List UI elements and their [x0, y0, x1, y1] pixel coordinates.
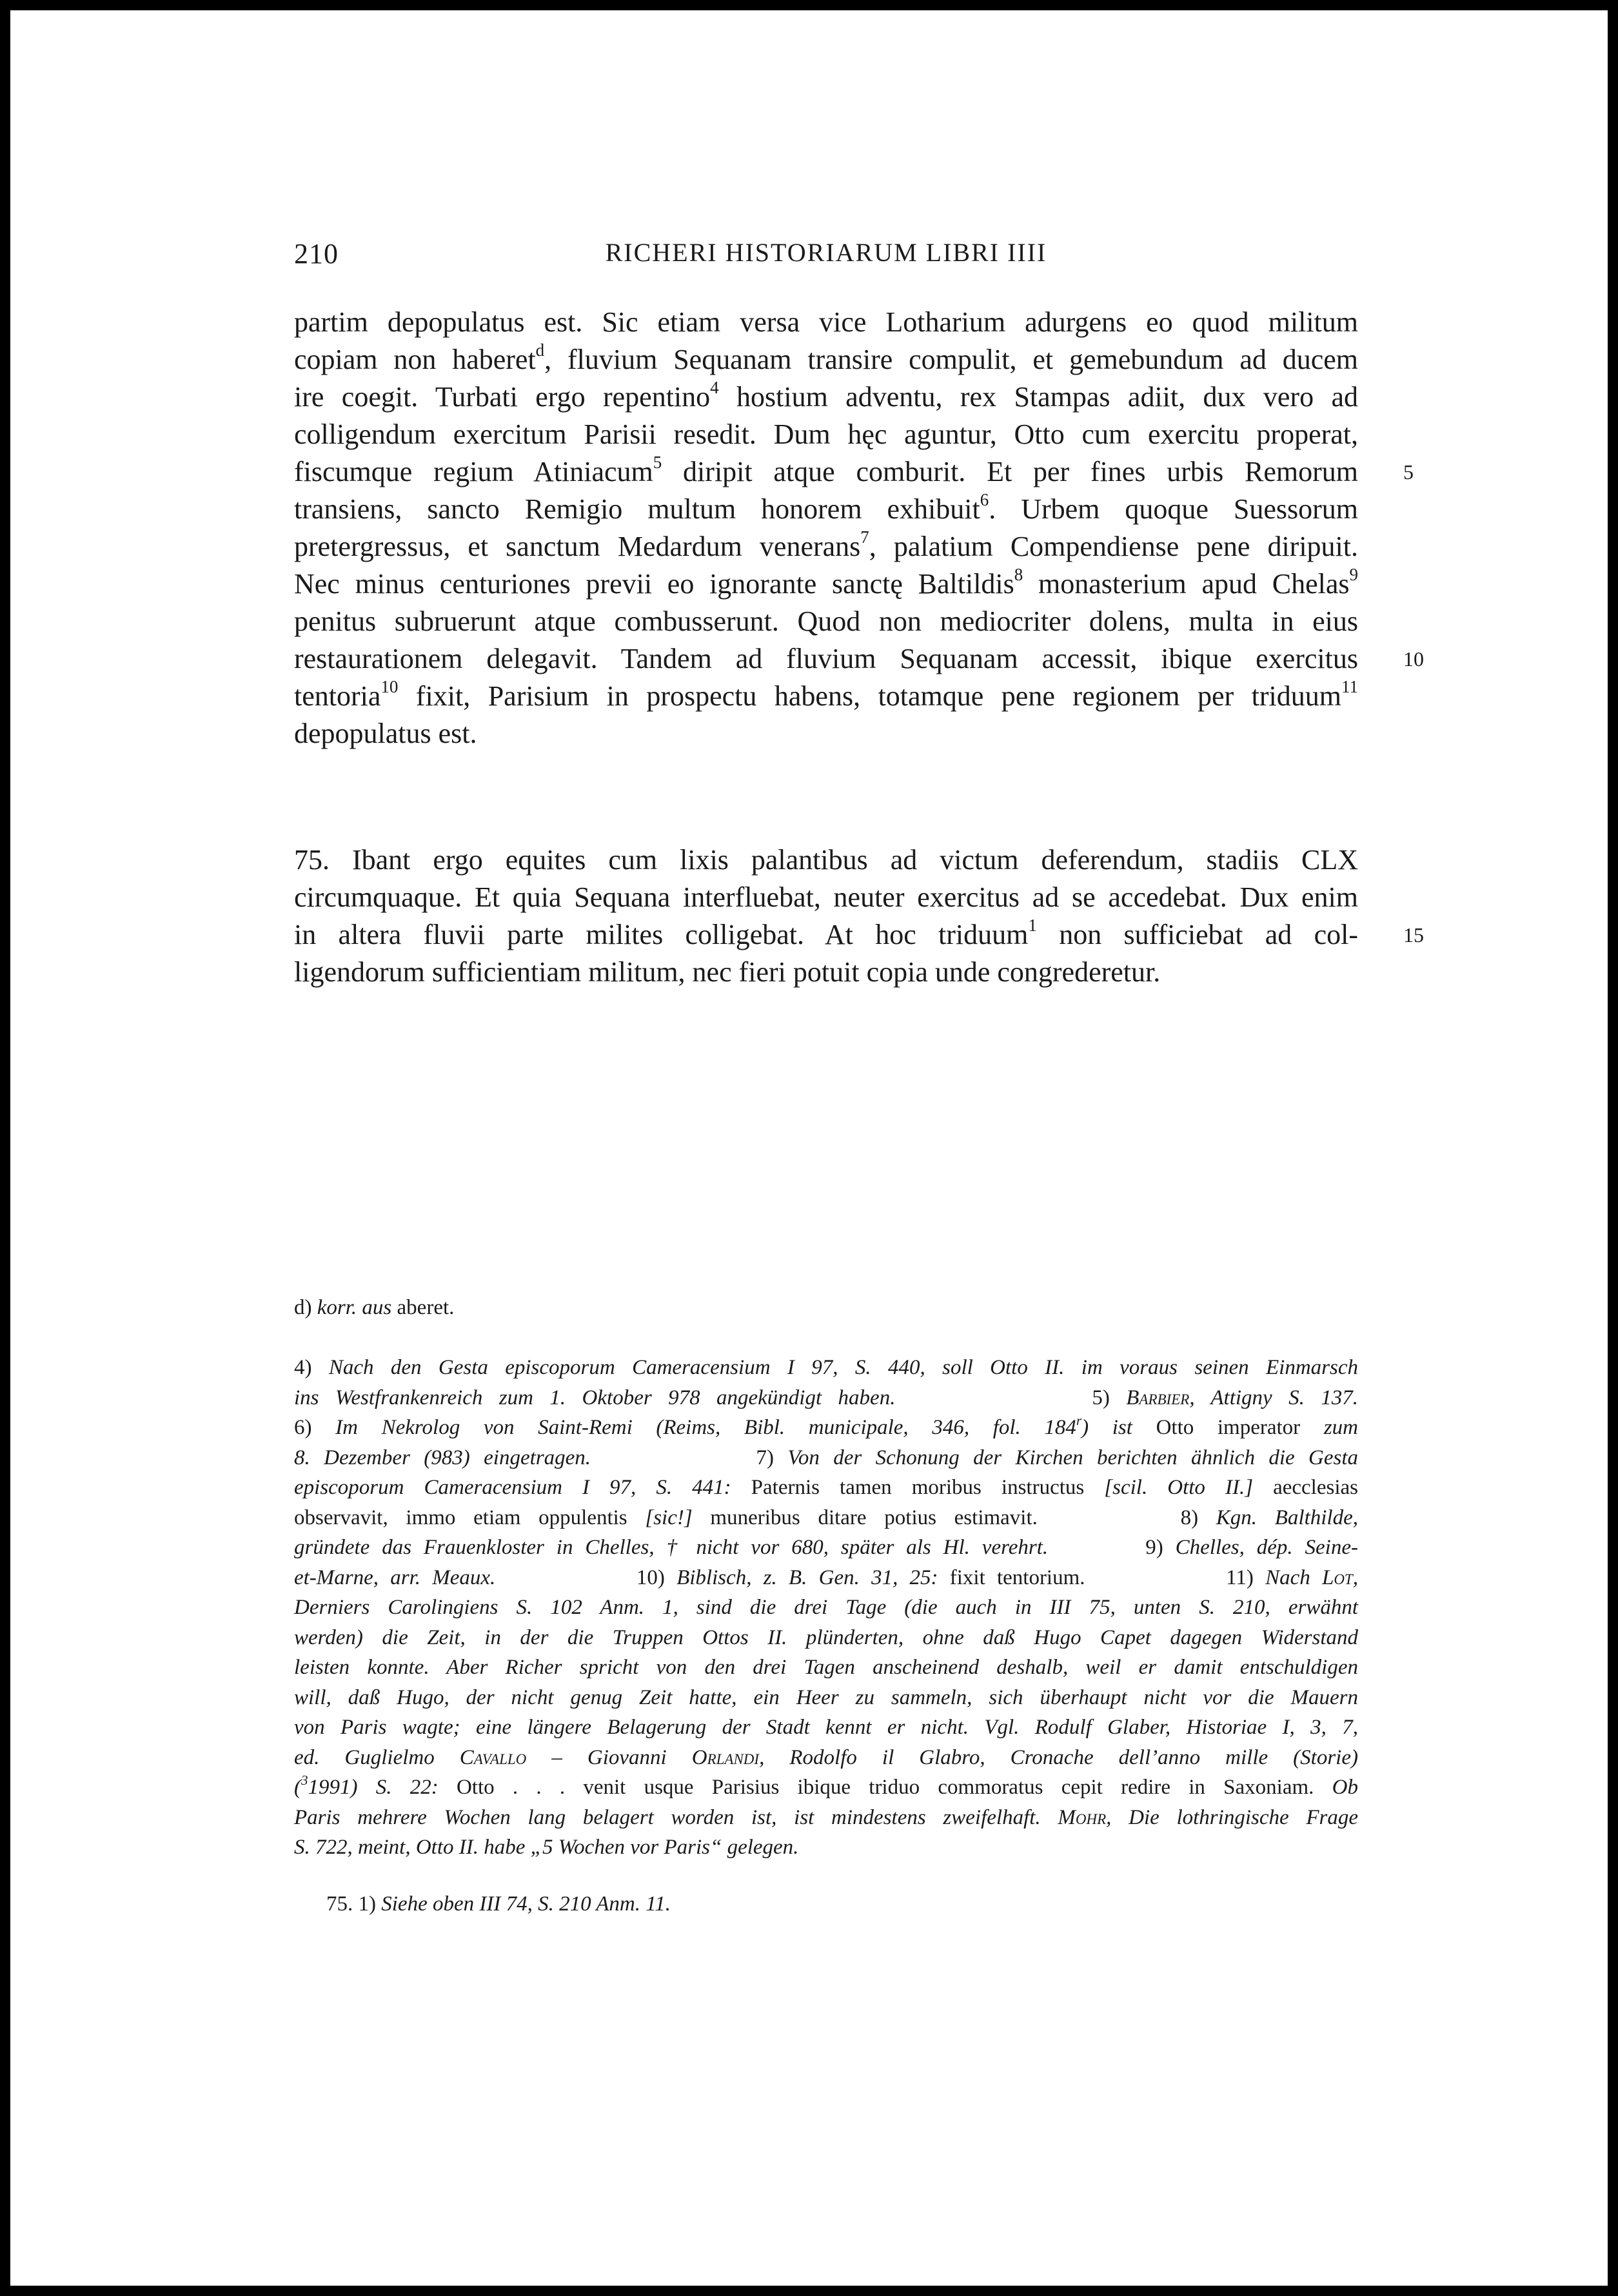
footnote-line: et-Marne, arr. Meaux. 10) Biblisch, z. B. Gen. 31, 25: fixit tentorium. 11) Nach Lot,: [294, 1565, 1358, 1589]
line-number-15: 15: [1403, 923, 1424, 947]
body-line: ire coegit. Turbati ergo repentino$^4$ hostium adventu, rex Stampas adiit, dux vero ad: [294, 378, 1358, 413]
body-line: ligendorum sufficientiam militum, nec fieri potuit copia unde congrederetur.: [294, 956, 1161, 988]
footnotes: [294, 1353, 1358, 1863]
body-line: penitus subruerunt atque combusserunt. Quod non mediocriter dolens, multa in eius: [294, 605, 1358, 637]
body-line: Nec minus centuriones previi eo ignorante sanctę Baltildis$^8$ monasterium apud Chelas$^9$: [294, 565, 1358, 600]
body-line: 75. Ibant ergo equites cum lixis palantibus ad victum deferendum, stadiis CLX: [294, 844, 1358, 876]
line-number-5: 5: [1403, 460, 1414, 484]
footnote-line: S. 722, meint, Otto II. habe „5 Wochen vor Paris“ gelegen.: [294, 1836, 799, 1859]
footnote-line: ($^3$1991) S. 22: Otto . . . venit usque Parisius ibique triduo commoratus cepit redire in Saxoniam. Ob: [294, 1772, 1358, 1799]
body-line: copiam non haberet$^d$, fluvium Sequanam transire compulit, et gemebundum ad ducem: [294, 340, 1358, 375]
page-header: [294, 237, 1358, 276]
footnote-line: Derniers Carolingiens S. 102 Anm. 1, sind die drei Tage (die auch in III 75, unten S. 210, erwähnt: [294, 1596, 1358, 1619]
body-line: fiscumque regium Atiniacum$^5$ diripit atque comburit. Et per fines urbis Remorum: [294, 453, 1358, 487]
footnote-line: will, daß Hugo, der nicht genug Zeit hatte, ein Heer zu sammeln, sich überhaupt nicht vor die Mauern: [294, 1685, 1358, 1709]
footnote-line: 4) Nach den Gesta episcoporum Cameracensium I 97, S. 440, soll Otto II. im voraus seinen Einmarsch: [294, 1356, 1358, 1379]
footnote-line: episcoporum Cameracensium I 97, S. 441: Paternis tamen moribus instructus [scil. Otto II.] aecclesias: [294, 1476, 1358, 1499]
body-line: partim depopulatus est. Sic etiam versa vice Lotharium adurgens eo quod militum: [294, 306, 1358, 338]
apparatus-reading: aberet.: [397, 1296, 455, 1319]
apparatus-label: d): [294, 1296, 312, 1319]
chapter-75-text: [294, 841, 1358, 991]
body-line: transiens, sancto Remigio multum honorem exhibuit$^6$. Urbem quoque Suessorum: [294, 490, 1358, 525]
line-number-10: 10: [1403, 647, 1424, 671]
footnote-line: ed. Guglielmo Cavallo – Giovanni Orlandi, Rodolfo il Glabro, Cronache dell’anno mille (Storie): [294, 1745, 1358, 1769]
footnote-text: Siehe oben III 74, S. 210 Anm. 11.: [381, 1892, 671, 1916]
body-line: depopulatus est.: [294, 718, 477, 749]
footnote-line: von Paris wagte; eine längere Belagerung der Stadt kennt er nicht. Vgl. Rodulf Glaber, Historiae I, 3, 7,: [294, 1716, 1358, 1739]
body-line: tentoria$^{10}$ fixit, Parisium in prospectu habens, totamque pene regionem per triduum$^{11}$: [294, 677, 1358, 712]
body-line: circumquaque. Et quia Sequana interfluebat, neuter exercitus ad se accedebat. Dux enim: [294, 881, 1358, 913]
critical-apparatus: [294, 1293, 1358, 1322]
body-line: pretergressus, et sanctum Medardum venerans$^7$, palatium Compendiense pene diripuit.: [294, 527, 1359, 562]
chapter-74-text: [294, 304, 1358, 752]
footnote-line: 6) Im Nekrolog von Saint-Remi (Reims, Bibl. municipale, 346, fol. 184$^r$) ist Otto imperator zum: [294, 1413, 1358, 1439]
page-number: 210: [294, 238, 339, 270]
footnote-line: leisten konnte. Aber Richer spricht von den drei Tagen anscheinend deshalb, weil er damit entschuldigen: [294, 1656, 1358, 1679]
body-line: in altera fluvii parte milites colligebat. At hoc triduum$^1$ non sufficiebat ad col-: [294, 916, 1358, 950]
body-line: colligendum exercitum Parisii resedit. Dum hęc aguntur, Otto cum exercitu properat,: [294, 418, 1358, 450]
footnote-line: werden) die Zeit, in der die Truppen Ottos II. plünderten, ohne daß Hugo Capet dagegen Widerstand: [294, 1625, 1358, 1649]
footnote-line: Paris mehrere Wochen lang belagert worden ist, ist mindestens zweifelhaft. Mohr, Die lothringische Frage: [294, 1805, 1358, 1829]
running-title: RICHERI HISTORIARUM LIBRI IIII: [605, 238, 1047, 267]
footnote-line: gründete das Frauenkloster in Chelles, † nicht vor 680, später als Hl. verehrt. 9) Chelles, dép. Seine-: [294, 1536, 1358, 1559]
footnote-line: observavit, immo etiam oppulentis [sic!] muneribus ditare potius estimavit. 8) Kgn. Balthilde,: [294, 1506, 1358, 1529]
footnote-line: ins Westfrankenreich zum 1. Oktober 978 angekündigt haben. 5) Barbier, Attigny S. 137.: [294, 1386, 1358, 1409]
footnote-line: 8. Dezember (983) eingetragen. 7) Von der Schonung der Kirchen berichten ähnlich die Gesta: [294, 1446, 1358, 1469]
footnote-number: 1): [358, 1892, 376, 1916]
footnote-75: [326, 1889, 671, 1919]
body-line: restaurationem delegavit. Tandem ad fluvium Sequanam accessit, ibique exercitus: [294, 643, 1358, 674]
apparatus-note: korr. aus: [317, 1296, 392, 1319]
footnote-chapter-number: 75.: [326, 1892, 353, 1916]
